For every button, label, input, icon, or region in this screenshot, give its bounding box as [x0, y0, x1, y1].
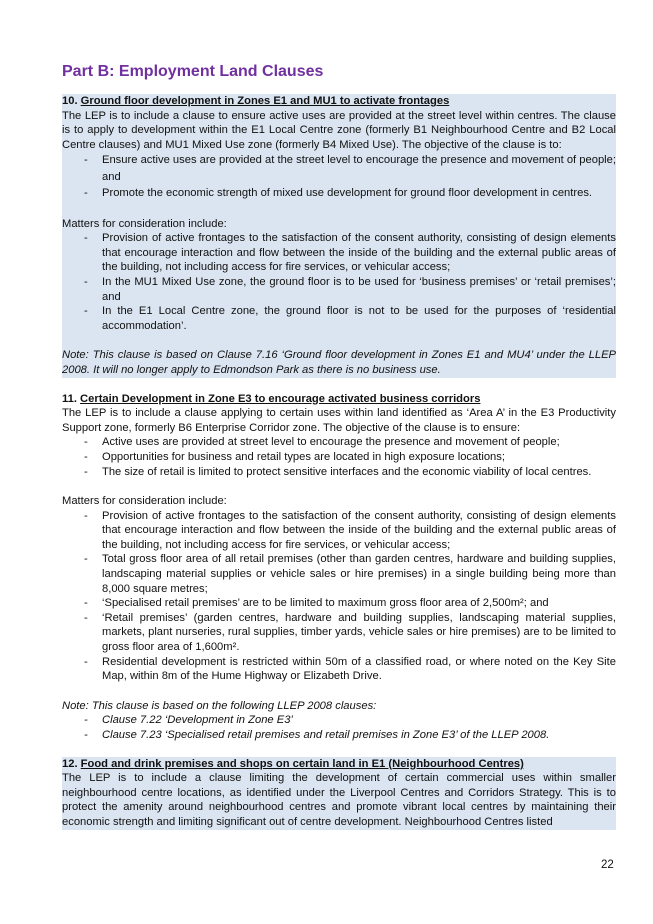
clause-10-matters [62, 231, 616, 333]
list-item: - In the MU1 Mixed Use zone, the ground floor is to be used for ‘business premises’ or ‘retail premises’; and [62, 275, 616, 304]
clause-11-section [62, 392, 616, 743]
list-item: - ‘Retail premises’ (garden centres, hardware and building supplies, landscaping material supplies, markets, plant nurseries, rural supplies, timber yards, vehicle sales or hire premises) are to be limited to gross floor area of 1,600m². [62, 611, 616, 655]
list-item: - Opportunities for business and retail types are located in high exposure locations; [62, 450, 616, 465]
spacer [62, 479, 616, 494]
list-item: - Provision of active frontages to the satisfaction of the consent authority, consisting of design elements that encourage interaction and flow between the inside of the building and the external public areas of the building, not including access for fire services, or vehicular access; [62, 509, 616, 553]
clause-11-note-intro: Note: This clause is based on the following LLEP 2008 clauses: [62, 699, 377, 712]
clause-11-title: Certain Development in Zone E3 to encourage activated business corridors [80, 392, 481, 405]
clause-10-title: Ground floor development in Zones E1 and MU1 to activate frontages [80, 95, 450, 107]
clause-10-matters-label: Matters for consideration include: [62, 217, 227, 230]
clause-11-matters [62, 509, 616, 684]
clause-10-intro: The LEP is to include a clause to ensure active uses are provided at the street level within centres. The clause is to apply to development within the E1 Local Centre zone (formerly B1 Neighbourhood Centre and B2 Local Centre clauses) and MU1 Mixed Use zone (formerly B4 Mixed Use). The objective of the clause is to: [62, 109, 616, 151]
clause-10-heading [62, 94, 616, 109]
clause-12-section [62, 757, 616, 830]
list-item: - Promote the economic strength of mixed use development for ground floor development in centres. [62, 185, 616, 201]
clause-11-intro: The LEP is to include a clause applying to certain uses within land identified as ‘Area A’ in the E3 Productivity Support zone, formerly B6 Enterprise Corridor zone. The objective of the clause is to ensure: [62, 407, 616, 434]
spacer [62, 743, 616, 757]
list-item: - Total gross floor area of all retail premises (other than garden centres, hardware and building supplies, landscaping material supplies or vehicle sales or hire premises) in a single building being more than 8,000 square metres; [62, 552, 616, 596]
clause-12-intro: The LEP is to include a clause limiting the development of certain commercial uses within smaller neighbourhood centre locations, as identified under the Liverpool Centres and Corridors Strategy. This is to protect the amenity around neighbourhood centres and promote vibrant local centres by maintaining their economic strength and limiting significant out of centre development. Neighbourhood Centres listed [62, 772, 616, 828]
list-item: - Clause 7.23 ‘Specialised retail premises and retail premises in Zone E3’ of the LLEP 2008. [62, 728, 616, 743]
list-item: - Active uses are provided at street level to encourage the presence and movement of people; [62, 435, 616, 450]
page-content [62, 94, 616, 830]
clause-12-number: 12. [62, 757, 78, 770]
clause-10-note: Note: This clause is based on Clause 7.16 ‘Ground floor development in Zones E1 and MU4’ under the LLEP 2008. It will no longer apply to Edmondson Park as there is no business use. [62, 349, 616, 376]
clause-11-number: 11. [62, 392, 77, 405]
list-item: - In the E1 Local Centre zone, the ground floor is not to be used for the purposes of ‘residential accommodation’. [62, 304, 616, 333]
list-item: - Provision of active frontages to the satisfaction of the consent authority, consisting of design elements that encourage interaction and flow between the inside of the building and the external public areas of the building, not including access for fire services, or vehicular access; [62, 231, 616, 275]
clause-12-heading [62, 757, 616, 772]
spacer [62, 202, 616, 217]
list-item: - Residential development is restricted within 50m of a classified road, or where noted on the Key Site Map, within 8m of the Hume Highway or Elizabeth Drive. [62, 655, 616, 684]
part-title: Part B: Employment Land Clauses [62, 63, 324, 80]
list-item: - Ensure active uses are provided at the street level to encourage the presence and movement of people; and [62, 152, 616, 185]
clause-10-objectives [62, 152, 616, 201]
spacer [62, 333, 616, 348]
clause-11-note-items [62, 713, 616, 742]
clause-11-matters-label: Matters for consideration include: [62, 495, 227, 508]
list-item: - ‘Specialised retail premises’ are to be limited to maximum gross floor area of 2,500m²; and [62, 596, 616, 611]
clause-11-heading [62, 392, 616, 407]
clause-10-number: 10. [62, 95, 78, 107]
clause-12-title: Food and drink premises and shops on certain land in E1 (Neighbourhood Centres) [80, 757, 524, 770]
page-number: 22 [601, 859, 614, 871]
list-item: - Clause 7.22 ‘Development in Zone E3’ [62, 713, 616, 728]
spacer [62, 378, 616, 392]
clause-10-section [62, 94, 616, 378]
clause-11-objectives [62, 435, 616, 479]
spacer [62, 684, 616, 699]
list-item: - The size of retail is limited to protect sensitive interfaces and the economic viability of local centres. [62, 465, 616, 480]
